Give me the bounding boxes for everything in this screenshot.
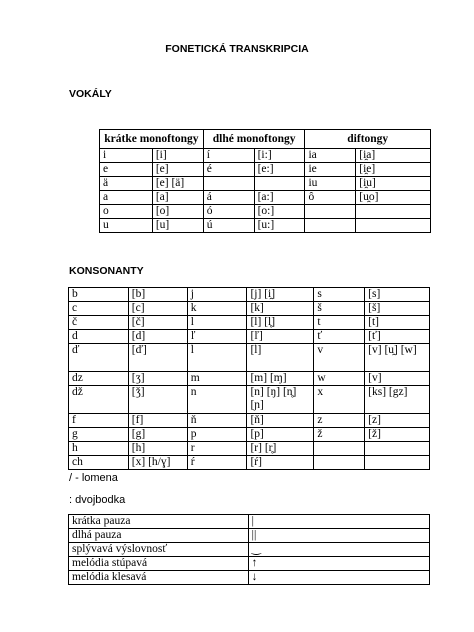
vowels-header-diphthongs: diftongy — [305, 130, 431, 149]
table-cell: [l] [l̥] — [247, 316, 314, 330]
table-cell: [ks] [gz] — [365, 386, 430, 414]
table-cell: || — [248, 529, 429, 543]
table-cell: ch — [69, 456, 129, 470]
vowels-header-long: dlhé monoftongy — [203, 130, 305, 149]
table-cell — [305, 205, 356, 219]
page-title: FONETICKÁ TRANSKRIPCIA — [165, 43, 309, 55]
table-cell: ‿ — [248, 543, 429, 557]
table-cell: ĺ — [187, 344, 247, 372]
table-cell: o — [100, 205, 153, 219]
table-cell: [o:] — [254, 205, 305, 219]
table-cell: ň — [187, 414, 247, 428]
table-cell: í — [203, 149, 254, 163]
table-row — [69, 428, 430, 442]
table-row — [69, 330, 430, 344]
table-cell: [ʒ] — [128, 372, 187, 386]
table-cell: melódia klesavá — [69, 571, 249, 585]
table-cell: p — [187, 428, 247, 442]
table-cell: e — [100, 163, 153, 177]
table-cell: [i̯a] — [356, 149, 431, 163]
table-cell: [č] — [128, 316, 187, 330]
table-row — [69, 302, 430, 316]
table-cell: [g] — [128, 428, 187, 442]
table-cell: r — [187, 442, 247, 456]
table-cell: [ǯ] — [128, 386, 187, 414]
table-cell: d — [69, 330, 129, 344]
table-cell: iu — [305, 177, 356, 191]
table-cell: dž — [69, 386, 129, 414]
table-cell: j — [187, 288, 247, 302]
table-cell — [365, 456, 430, 470]
table-row — [69, 543, 430, 557]
table-cell: [v] — [365, 372, 430, 386]
table-row — [69, 456, 430, 470]
table-cell: ú — [203, 219, 254, 233]
table-cell: l — [187, 316, 247, 330]
vowels-heading: VOKÁLY — [69, 88, 112, 100]
table-row — [100, 149, 431, 163]
table-cell: [e:] — [254, 163, 305, 177]
table-cell: a — [100, 191, 153, 205]
table-cell: [p] — [247, 428, 314, 442]
table-cell — [314, 456, 365, 470]
table-cell: [o] — [152, 205, 203, 219]
table-row — [69, 316, 430, 330]
table-cell: [z] — [365, 414, 430, 428]
table-cell: [ľ] — [247, 330, 314, 344]
table-cell: dz — [69, 372, 129, 386]
table-cell — [254, 177, 305, 191]
table-cell: x — [314, 386, 365, 414]
table-cell: [u̯o] — [356, 191, 431, 205]
table-cell: [v] [u̯] [w] — [365, 344, 430, 372]
table-cell: ä — [100, 177, 153, 191]
table-row — [69, 414, 430, 428]
consonants-heading: KONSONANTY — [69, 265, 144, 277]
table-cell: melódia stúpavá — [69, 557, 249, 571]
table-cell: [i:] — [254, 149, 305, 163]
table-row — [69, 344, 430, 372]
table-cell: m — [187, 372, 247, 386]
table-cell: ď — [69, 344, 129, 372]
table-cell: [t] — [365, 316, 430, 330]
table-cell: [i] — [152, 149, 203, 163]
table-cell: z — [314, 414, 365, 428]
table-row — [69, 372, 430, 386]
table-row — [69, 442, 430, 456]
table-cell: [ň] — [247, 414, 314, 428]
vowels-header-row — [100, 130, 431, 149]
table-cell: á — [203, 191, 254, 205]
table-cell: [ĺ] — [247, 344, 314, 372]
table-cell: [f] — [128, 414, 187, 428]
table-cell: [š] — [365, 302, 430, 316]
vowels-header-short: krátke monoftongy — [100, 130, 204, 149]
table-row — [69, 571, 430, 585]
table-row — [100, 177, 431, 191]
table-cell: [c] — [128, 302, 187, 316]
table-cell: c — [69, 302, 129, 316]
consonants-table — [68, 287, 430, 470]
table-row — [69, 288, 430, 302]
table-cell: [k] — [247, 302, 314, 316]
table-cell: č — [69, 316, 129, 330]
table-row — [100, 191, 431, 205]
table-cell: ia — [305, 149, 356, 163]
table-cell: [ž] — [365, 428, 430, 442]
table-cell: dlhá pauza — [69, 529, 249, 543]
table-cell — [203, 177, 254, 191]
table-cell: krátka pauza — [69, 515, 249, 529]
table-cell: s — [314, 288, 365, 302]
table-cell: ô — [305, 191, 356, 205]
table-cell — [365, 442, 430, 456]
table-cell: t — [314, 316, 365, 330]
table-cell: [a] — [152, 191, 203, 205]
table-cell: k — [187, 302, 247, 316]
table-cell: u — [100, 219, 153, 233]
table-cell: [x] [h/ɣ] — [128, 456, 187, 470]
pauses-table — [68, 514, 430, 585]
table-cell: ŕ — [187, 456, 247, 470]
table-cell — [356, 219, 431, 233]
table-cell: [m] [ɱ] — [247, 372, 314, 386]
table-cell: [i̯u] — [356, 177, 431, 191]
table-cell — [305, 219, 356, 233]
table-row — [100, 205, 431, 219]
table-row — [100, 163, 431, 177]
table-cell: [ť] — [365, 330, 430, 344]
table-cell: [h] — [128, 442, 187, 456]
note-colon: : dvojbodka — [69, 494, 126, 506]
table-cell: [d] — [128, 330, 187, 344]
table-row — [69, 557, 430, 571]
table-cell: ľ — [187, 330, 247, 344]
table-cell: [u] — [152, 219, 203, 233]
table-cell: [u:] — [254, 219, 305, 233]
table-cell — [314, 442, 365, 456]
table-cell: ž — [314, 428, 365, 442]
table-cell: [a:] — [254, 191, 305, 205]
table-cell: ↓ — [248, 571, 429, 585]
table-cell: [r] [r̥] — [247, 442, 314, 456]
table-cell: g — [69, 428, 129, 442]
table-cell: [ď] — [128, 344, 187, 372]
table-cell: [i̯e] — [356, 163, 431, 177]
table-row — [69, 529, 430, 543]
table-cell: i — [100, 149, 153, 163]
table-cell: [ŕ] — [247, 456, 314, 470]
table-cell: [e] [ä] — [152, 177, 203, 191]
table-row — [100, 219, 431, 233]
table-cell: b — [69, 288, 129, 302]
table-row — [69, 515, 430, 529]
table-cell: ie — [305, 163, 356, 177]
table-cell — [356, 205, 431, 219]
table-cell: é — [203, 163, 254, 177]
table-cell: v — [314, 344, 365, 372]
table-cell: n — [187, 386, 247, 414]
table-cell: [e] — [152, 163, 203, 177]
table-cell: [n] [ŋ] [n̥] [ɲ] — [247, 386, 314, 414]
table-cell: [b] — [128, 288, 187, 302]
table-cell: splývavá výslovnosť — [69, 543, 249, 557]
table-row — [69, 386, 430, 414]
table-cell: [j] [i̯] — [247, 288, 314, 302]
table-cell: ↑ — [248, 557, 429, 571]
note-slash: / - lomena — [69, 472, 118, 484]
table-cell: š — [314, 302, 365, 316]
table-cell: ó — [203, 205, 254, 219]
table-cell: ť — [314, 330, 365, 344]
vowels-table — [99, 129, 431, 233]
table-cell: | — [248, 515, 429, 529]
table-cell: h — [69, 442, 129, 456]
table-cell: f — [69, 414, 129, 428]
table-cell: w — [314, 372, 365, 386]
table-cell: [s] — [365, 288, 430, 302]
